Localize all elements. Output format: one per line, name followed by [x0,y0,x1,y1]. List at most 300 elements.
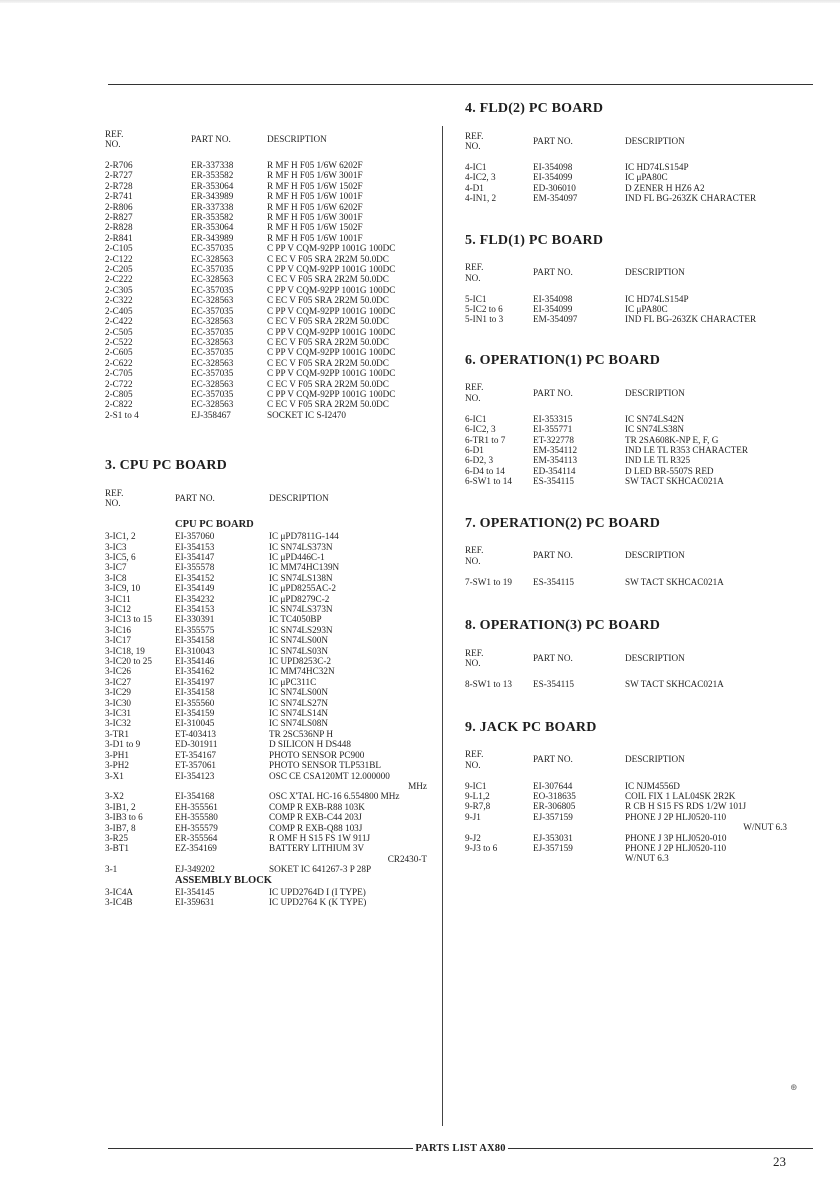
table-row [105,327,435,337]
desc-cell: IC SN74LS03N [269,645,328,656]
table-row [465,791,815,801]
jack-section [465,719,815,864]
ref-cell: 3-IC4A [105,886,134,897]
table-row [105,687,435,697]
table-row [105,379,435,389]
ref-cell: 5-IC2 to 6 [465,304,503,315]
part-cell: EO-318635 [533,790,576,801]
part-cell: EM-354112 [533,445,578,456]
desc-cell: PHONE J 3P HLJ0520-010 [625,832,727,843]
part-cell: EH-355579 [175,822,218,833]
table-row [465,781,815,791]
table-row [465,679,815,689]
desc-header: DESCRIPTION [625,267,685,278]
table-header [465,543,815,569]
ref-cell: 6-D2, 3 [465,455,494,466]
fld1-section [465,232,815,325]
ref-cell: 3-IC8 [105,572,127,583]
desc-header: DESCRIPTION [625,135,685,146]
table-row [105,750,435,760]
part-cell: EI-354168 [175,791,215,802]
section-title: 3. CPU PC BOARD [105,458,227,474]
part-cell: EI-354158 [175,687,215,698]
ref-cell: 3-IC9, 10 [105,583,141,594]
part-header: PART NO. [533,652,573,663]
part-cell: EH-355580 [175,812,218,823]
table-row [105,306,435,316]
rows [465,679,815,689]
ref-cell: 2-R828 [105,222,133,233]
desc-cell: D ZENER H HZ6 A2 [625,182,705,193]
desc-cell: IC μPC311C [269,676,317,687]
rows [105,160,435,420]
part-cell: EM-354097 [533,193,578,204]
ref-cell: 3-IC1, 2 [105,531,136,542]
ref-cell: 6-IC2, 3 [465,424,496,435]
desc-cell: R MF H F05 1/6W 6202F [267,160,363,170]
desc-continuation: CR2430-T [387,853,427,864]
part-cell: EC-357035 [191,326,234,337]
ref-cell: 3-IC20 to 25 [105,656,152,667]
desc-cell: C PP V CQM-92PP 1001G 100DC [267,326,396,337]
part-cell: ER-343989 [191,191,234,202]
ref-cell: 2-C122 [105,253,133,264]
desc-cell: C PP V CQM-92PP 1001G 100DC [267,284,396,295]
desc-continuation: MHz [408,780,427,791]
desc-cell: R MF H F05 1/6W 6202F [267,201,363,212]
ref-cell: 3-D1 to 9 [105,739,141,750]
table-row [105,760,435,770]
ref-cell: 9-R7,8 [465,801,491,812]
table-header [465,747,815,773]
table-row [105,573,435,583]
desc-cell: IC SN74LS00N [269,635,328,646]
part-cell: EI-354158 [175,635,215,646]
section-title: 9. JACK PC BOARD [465,719,597,735]
ref-cell: 3-IC3 [105,541,127,552]
table-header [105,485,435,511]
desc-header: DESCRIPTION [267,133,327,144]
top-edge [0,0,840,3]
desc-cell: PHOTO SENSOR PC900 [269,749,365,760]
table-row [465,801,815,811]
part-cell: EC-328563 [191,336,234,347]
desc-cell: R MF H F05 1/6W 1502F [267,222,363,233]
part-cell: EI-310043 [175,645,215,656]
ref-cell: 2-C822 [105,399,133,410]
ref-cell: 3-IC18, 19 [105,645,145,656]
ref-cell: 2-R741 [105,191,133,202]
ref-cell: 2-C522 [105,336,133,347]
table-row [105,677,435,687]
desc-cell: C EC V F05 SRA 2R2M 50.0DC [267,336,389,347]
table-row [105,887,435,897]
spacer [465,853,533,863]
part-cell: EI-354197 [175,676,215,687]
part-cell: EI-307644 [533,780,573,791]
part-cell: ER-353582 [191,170,234,181]
ref-cell: 3-IC11 [105,593,131,604]
ref-cell: 6-D4 to 14 [465,465,505,476]
ref-cell: 3-PH1 [105,749,129,760]
part-cell: EJ-358467 [191,409,231,420]
ref-cell: 7-SW1 to 19 [465,576,512,587]
desc-cell: TR 2SC536NP H [269,728,333,739]
ref-cell: 6-D1 [465,445,484,456]
ref-header: REF. NO. [465,647,484,669]
table-header [105,126,435,152]
ref-cell: 3-IC12 [105,604,132,614]
part-cell: EI-354099 [533,304,573,315]
table-row [465,304,815,314]
ref-cell: 2-C222 [105,274,133,285]
table-row [105,389,435,399]
desc-cell: IC SN74LS373N [269,541,333,552]
table-row [105,202,435,212]
part-cell: EI-330391 [175,614,215,625]
part-cell: EH-355561 [175,801,218,812]
table-row [465,812,815,822]
cpu-section [105,457,435,907]
table-row [465,833,815,843]
part-cell: ER-306805 [533,801,576,812]
part-cell: EI-355771 [533,424,573,435]
table-row [105,295,435,305]
ref-cell: 3-1 [105,864,118,875]
desc-cell: C EC V F05 SRA 2R2M 50.0DC [267,295,389,306]
desc-cell: SOCKET IC S-I2470 [267,409,346,420]
ref-cell: 2-C422 [105,316,133,327]
desc-cell: SOKET IC 641267-3 P 28P [269,864,372,875]
table-row [465,294,815,304]
desc-cell: C PP V CQM-92PP 1001G 100DC [267,243,396,254]
table-row [105,625,435,635]
ref-cell: 2-C805 [105,388,133,399]
part-cell: EJ-349202 [175,864,215,875]
part-header: PART NO. [175,492,215,503]
footer-title: PARTS LIST AX80 [415,1142,506,1154]
section-title: 6. OPERATION(1) PC BOARD [465,352,661,368]
part-cell: EI-354153 [175,604,215,614]
desc-cell: IC SN74LS373N [269,604,333,614]
part-cell: ET-357061 [175,760,217,771]
table-row [465,183,815,193]
table-row [105,285,435,295]
part-cell: ED-354114 [533,465,576,476]
ref-cell: 2-C205 [105,264,133,275]
table-row [465,162,815,172]
desc-cell: C PP V CQM-92PP 1001G 100DC [267,388,396,399]
desc-cell: IC TC4050BP [269,614,322,625]
part-cell: EC-328563 [191,316,234,327]
ref-cell: 2-R706 [105,160,133,170]
part-cell: EI-354147 [175,551,215,562]
ref-cell: 2-R806 [105,201,133,212]
header-rule [108,84,813,85]
ref-cell: 3-IC13 to 15 [105,614,152,625]
part-cell: EM-354113 [533,455,578,466]
ref-cell: 3-IC16 [105,624,132,635]
ref-cell: 3-X2 [105,791,124,802]
desc-cell: IND FL BG-263ZK CHARACTER [625,193,757,204]
desc-cell: R MF H F05 1/6W 1502F [267,180,363,191]
part-cell: ES-354115 [533,679,575,690]
table-row [105,614,435,624]
ref-header: REF. NO. [465,749,484,770]
table-row [105,802,435,812]
table-row [105,316,435,326]
desc-continuation: W/NUT 6.3 [743,822,787,833]
part-cell: EI-355575 [175,624,215,635]
desc-cell: R MF H F05 1/6W 1001F [267,232,363,243]
op3-section [465,617,815,689]
ref-cell: 5-IC1 [465,293,487,304]
part-header: PART NO. [533,387,573,398]
desc-cell: R OMF H S15 FS 1W 911J [269,832,371,843]
desc-cell: PHOTO SENSOR TLP531BL [269,760,381,771]
ref-cell: 3-BT1 [105,843,129,854]
table-row [105,347,435,357]
rows [465,414,815,487]
table-row [105,399,435,409]
desc-cell: C EC V F05 SRA 2R2M 50.0DC [267,274,389,285]
desc-cell: IC UPD2764 K (K TYPE) [269,896,367,907]
part-cell: EI-354149 [175,583,215,594]
part-cell: EI-354098 [533,162,573,172]
ref-cell: 2-R841 [105,232,133,243]
part-cell: EI-355578 [175,562,215,573]
ref-cell: 2-C305 [105,284,133,295]
desc-cell: C PP V CQM-92PP 1001G 100DC [267,305,396,316]
section-title: 4. FLD(2) PC BOARD [465,101,604,116]
table-row [105,583,435,593]
table-header [465,128,815,154]
rows [105,531,435,874]
desc-cell: IC SN74LS138N [269,572,333,583]
desc-cell: IND LE TL R325 [625,455,691,466]
section-title: 5. FLD(1) PC BOARD [465,232,604,248]
desc-header: DESCRIPTION [269,492,329,503]
table-row [105,729,435,739]
part-cell: ED-301911 [175,739,218,750]
part-cell: EI-354146 [175,656,215,667]
rows [465,781,815,864]
table-row [105,739,435,749]
desc-header: DESCRIPTION [625,754,685,765]
table-row [465,414,815,424]
table-row [465,445,815,455]
part-cell: EC-328563 [191,399,234,410]
desc-cell: SW TACT SKHCAC021A [625,679,724,690]
desc-cell: C EC V F05 SRA 2R2M 50.0DC [267,253,389,264]
ref-header: REF. NO. [465,262,484,283]
desc-cell: C EC V F05 SRA 2R2M 50.0DC [267,357,389,368]
part-cell: EI-354159 [175,708,215,719]
part-cell: ET-403413 [175,728,217,739]
part-cell: EI-354162 [175,666,215,677]
ref-cell: 2-C622 [105,357,133,368]
desc-cell: COMP R EXB-Q88 103J [269,822,363,833]
part-cell: EI-354123 [175,770,215,781]
ref-header: REF. NO. [465,130,484,151]
table-row [105,594,435,604]
ref-cell: 3-IC32 [105,718,132,729]
section-title: 8. OPERATION(3) PC BOARD [465,618,661,634]
subheading-cpu-board: CPU PC BOARD [175,519,254,531]
ref-cell: 2-R727 [105,170,133,181]
left-column [105,126,435,907]
table-row [105,410,435,420]
ref-cell: 6-SW1 to 14 [465,476,512,487]
table-row [105,864,435,874]
ref-cell: 3-IC26 [105,666,132,677]
table-row [105,368,435,378]
ref-header: REF. NO. [105,487,124,509]
desc-cell: IC MM74HC139N [269,562,340,573]
table-row [105,562,435,572]
ref-cell: 8-SW1 to 13 [465,679,512,690]
desc-continuation-row [465,853,815,863]
ref-cell: 3-IB7, 8 [105,822,136,833]
desc-cell: C PP V CQM-92PP 1001G 100DC [267,347,396,358]
ref-cell: 2-C105 [105,243,133,254]
ref-cell: 3-IC30 [105,697,132,708]
table-row [105,170,435,180]
part-cell: EC-328563 [191,378,234,389]
part-cell: EI-354152 [175,572,215,583]
desc-header: DESCRIPTION [625,550,685,561]
table-row [465,435,815,445]
part-cell: EM-354097 [533,314,578,325]
desc-cell: IC SN74LS38N [625,424,684,435]
ref-cell: 9-IC1 [465,780,487,791]
ref-cell: 3-IC7 [105,562,127,573]
part-cell: EI-353315 [533,413,573,424]
desc-cell: IC UPD8253C-2 [269,656,332,667]
rows [465,294,815,325]
part-cell: EC-357035 [191,388,234,399]
part-cell: EC-357035 [191,264,234,275]
table-row [105,897,435,907]
ref-cell: 3-IC27 [105,676,132,687]
section-title: 7. OPERATION(2) PC BOARD [465,515,661,531]
part-cell: EI-354232 [175,593,215,604]
desc-cell: COMP R EXB-R88 103K [269,801,365,812]
desc-cell: IND LE TL R353 CHARACTER [625,445,749,456]
desc-cell: R MF H F05 1/6W 1001F [267,191,363,202]
table-row [105,358,435,368]
ref-cell: 3-IC5, 6 [105,551,136,562]
table-row [105,233,435,243]
part-cell: ER-355564 [175,832,218,843]
part-cell: EC-357035 [191,305,234,316]
desc-cell: PHONE J 2P HLJ0520-110 [625,811,727,822]
table-row [465,172,815,182]
ref-header: REF. NO. [465,382,484,403]
part-cell: EI-357060 [175,531,215,542]
fld2-section [465,100,815,204]
desc-header: DESCRIPTION [625,387,685,398]
desc-cell: R MF H F05 1/6W 3001F [267,170,363,181]
desc-cell: IC HD74LS154P [625,162,689,172]
part-cell: EJ-357159 [533,811,573,822]
part-cell: EC-357035 [191,243,234,254]
table-row [465,314,815,324]
part-cell: EJ-353031 [533,832,573,843]
part-cell: EC-328563 [191,357,234,368]
board2-section [105,126,435,420]
table-row [105,160,435,170]
table-row [465,577,815,587]
ref-cell: 3-IC31 [105,708,132,719]
table-row [465,424,815,434]
ref-cell: 2-C405 [105,305,133,316]
desc-cell: OSC CE CSA120MT 12.000000 [269,770,390,781]
part-cell: EI-354099 [533,172,573,183]
rows [105,887,435,908]
table-row [465,455,815,465]
table-row [105,771,435,781]
desc-cell: IC μPD7811G-144 [269,531,339,542]
table-row [105,274,435,284]
op2-section [465,515,815,587]
table-row [105,542,435,552]
desc-cell: BATTERY LITHIUM 3V [269,843,365,854]
part-cell: EI-359631 [175,896,215,907]
part-cell: EZ-354169 [175,843,217,854]
op1-section [465,352,815,487]
table-row [105,191,435,201]
table-row [105,791,435,801]
part-cell: EC-328563 [191,274,234,285]
desc-cell: IC MM74HC32N [269,666,335,677]
table-row [105,337,435,347]
desc-cell: R MF H F05 1/6W 3001F [267,212,363,223]
part-cell: EI-355560 [175,697,215,708]
table-row [105,604,435,614]
spacer [533,853,625,863]
table-row [105,708,435,718]
part-cell: ES-354115 [533,476,575,487]
part-cell: ET-322778 [533,434,575,445]
corner-mark-icon: ⊛ [790,1082,798,1092]
desc-cell: IC HD74LS154P [625,293,689,304]
desc-cell: IC SN74LS293N [269,624,333,635]
part-cell: ER-353582 [191,212,234,223]
ref-cell: 2-R728 [105,180,133,191]
ref-cell: 3-PH2 [105,760,129,771]
desc-cell: TR 2SA608K-NP E, F, G [625,434,719,445]
part-cell: EC-357035 [191,368,234,379]
ref-cell: 9-L1,2 [465,790,490,801]
table-row [465,193,815,203]
table-row [105,222,435,232]
part-header: PART NO. [533,550,573,561]
desc-cell: D SILICON H DS448 [269,739,351,750]
part-cell: ED-306010 [533,182,576,193]
part-cell: EC-328563 [191,295,234,306]
ref-cell: 4-IC2, 3 [465,172,496,183]
table-row [105,666,435,676]
desc-cell: COMP R EXB-C44 203J [269,812,362,823]
ref-cell: 3-R25 [105,832,128,843]
desc-cell: C PP V CQM-92PP 1001G 100DC [267,368,396,379]
part-cell: EC-357035 [191,347,234,358]
part-cell: ER-337338 [191,160,234,170]
desc-cell: OSC X'TAL HC-16 6.554800 MHz [269,791,400,802]
table-row [105,812,435,822]
footer-rule-right [508,1148,813,1149]
